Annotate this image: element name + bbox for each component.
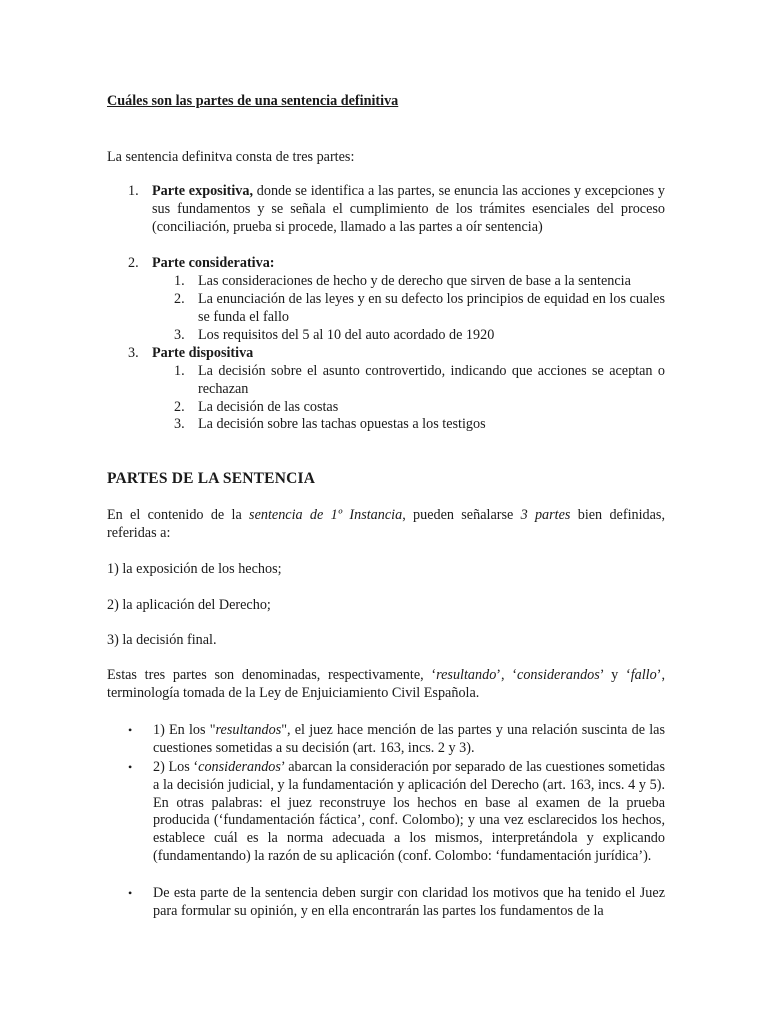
bullet-text: De esta parte de la sentencia deben surgir con claridad los motivos que ha tenido el Juez para formular su opinión, y en ella encontrarán las partes los fundamentos de la xyxy=(153,885,665,919)
list-number: 2. xyxy=(174,399,185,415)
list-number: 1. xyxy=(128,183,139,199)
list-number: 3. xyxy=(128,345,139,361)
text-run: En el contenido de la xyxy=(107,507,250,523)
text-run-italic: considerandos xyxy=(198,759,281,775)
list-item-bold: Parte dispositiva xyxy=(152,345,254,361)
sublist-text: Las consideraciones de hecho y de derecho que sirven de base a la sentencia xyxy=(198,273,631,289)
list-number: 1. xyxy=(174,273,185,289)
text-run: bien definidas, referidas a: xyxy=(107,507,666,541)
sublist-text: La decisión sobre las tachas opuestas a los testigos xyxy=(198,416,486,432)
text-run-italic: resultando xyxy=(436,667,497,683)
text-run: ’ y ‘ xyxy=(599,667,631,683)
list-number: 2. xyxy=(174,291,185,307)
text-run-italic: 3 partes xyxy=(520,507,571,523)
bullet-icon: • xyxy=(128,723,133,737)
sublist-item xyxy=(174,273,665,291)
part-item-2: 2) la aplicación del Derecho; xyxy=(107,597,271,613)
sublist-item xyxy=(174,327,665,345)
text-run: ", el juez hace mención de las partes y una relación suscinta de las cuestiones sometidas a su decisión (art. 163, incs. 2 y 3). xyxy=(153,722,665,756)
text-run: 2) Los ‘ xyxy=(153,759,199,775)
text-run: ’, ‘ xyxy=(496,667,518,683)
sublist-text: Los requisitos del 5 al 10 del auto acordado de 1920 xyxy=(198,327,495,343)
bullet-icon: • xyxy=(128,886,133,900)
text-run: , pueden señalarse xyxy=(402,507,521,523)
text-run-italic: resultandos xyxy=(215,722,282,738)
part-item-1: 1) la exposición de los hechos; xyxy=(107,561,282,577)
text-run: 1) En los " xyxy=(153,722,216,738)
text-run-italic: considerandos xyxy=(517,667,600,683)
text-run-italic: sentencia de 1º Instancia xyxy=(249,507,403,523)
doc-title: Cuáles son las partes de una sentencia definitiva xyxy=(107,93,399,109)
list-item-expositiva xyxy=(128,183,665,236)
intro-paragraph: La sentencia definitva consta de tres partes: xyxy=(107,149,355,165)
text-run-italic: fallo xyxy=(630,667,657,683)
sublist-item xyxy=(174,291,665,327)
section-heading: PARTES DE LA SENTENCIA xyxy=(107,470,316,487)
text-run: ’ abarcan la consideración por separado de las cuestiones sometidas a la decisión judicial, y la fundamentación y aplicación del Derecho (art. 163, incs. 4 y 5). En otras palabras: el juez reconstruye los hechos en base al examen de la prueba producida (‘fundamentación fáctica’, conf. Colombo); y una vez esclarecidos los hechos, establece cuál es la norma adecuada a los mismos, interpretándola y explicando (fundamentando) la razón de su aplicación (conf. Colombo: ‘fundamentación jurídica’). xyxy=(153,759,665,864)
bullet-icon: • xyxy=(128,760,133,774)
list-item-considerativa xyxy=(128,255,665,273)
sublist-item xyxy=(174,399,665,417)
paragraph-intro-partes xyxy=(107,507,665,543)
list-item-bold: Parte considerativa: xyxy=(152,255,275,271)
list-number: 1. xyxy=(174,363,185,379)
list-number: 2. xyxy=(128,255,139,271)
bullet-text xyxy=(153,759,665,866)
sublist-text: La enunciación de las leyes y en su defecto los principios de equidad en los cuales se funda el fallo xyxy=(198,291,665,325)
list-item-dispositiva xyxy=(128,345,665,363)
paragraph-terminologia xyxy=(107,667,665,703)
list-number: 3. xyxy=(174,327,185,343)
bullet-text xyxy=(153,722,665,758)
sublist-text: La decisión sobre el asunto controvertido, indicando que acciones se aceptan o rechazan xyxy=(198,363,665,397)
list-item-text: donde se identifica a las partes, se enuncia las acciones y excepciones y sus fundamentos y se señala el cumplimiento de los trámites esenciales del proceso (conciliación, prueba si procede, llamado a las partes a oír sentencia) xyxy=(152,183,665,235)
sublist-text: La decisión de las costas xyxy=(198,399,339,415)
part-item-3: 3) la decisión final. xyxy=(107,632,217,648)
list-number: 3. xyxy=(174,416,185,432)
sublist-item xyxy=(174,363,665,399)
sublist-item xyxy=(174,416,665,434)
text-run: Estas tres partes son denominadas, respectivamente, ‘ xyxy=(107,667,437,683)
text-run: ’, terminología tomada de la Ley de Enjuiciamiento Civil Española. xyxy=(107,667,665,701)
list-item-bold: Parte expositiva, xyxy=(152,183,254,199)
